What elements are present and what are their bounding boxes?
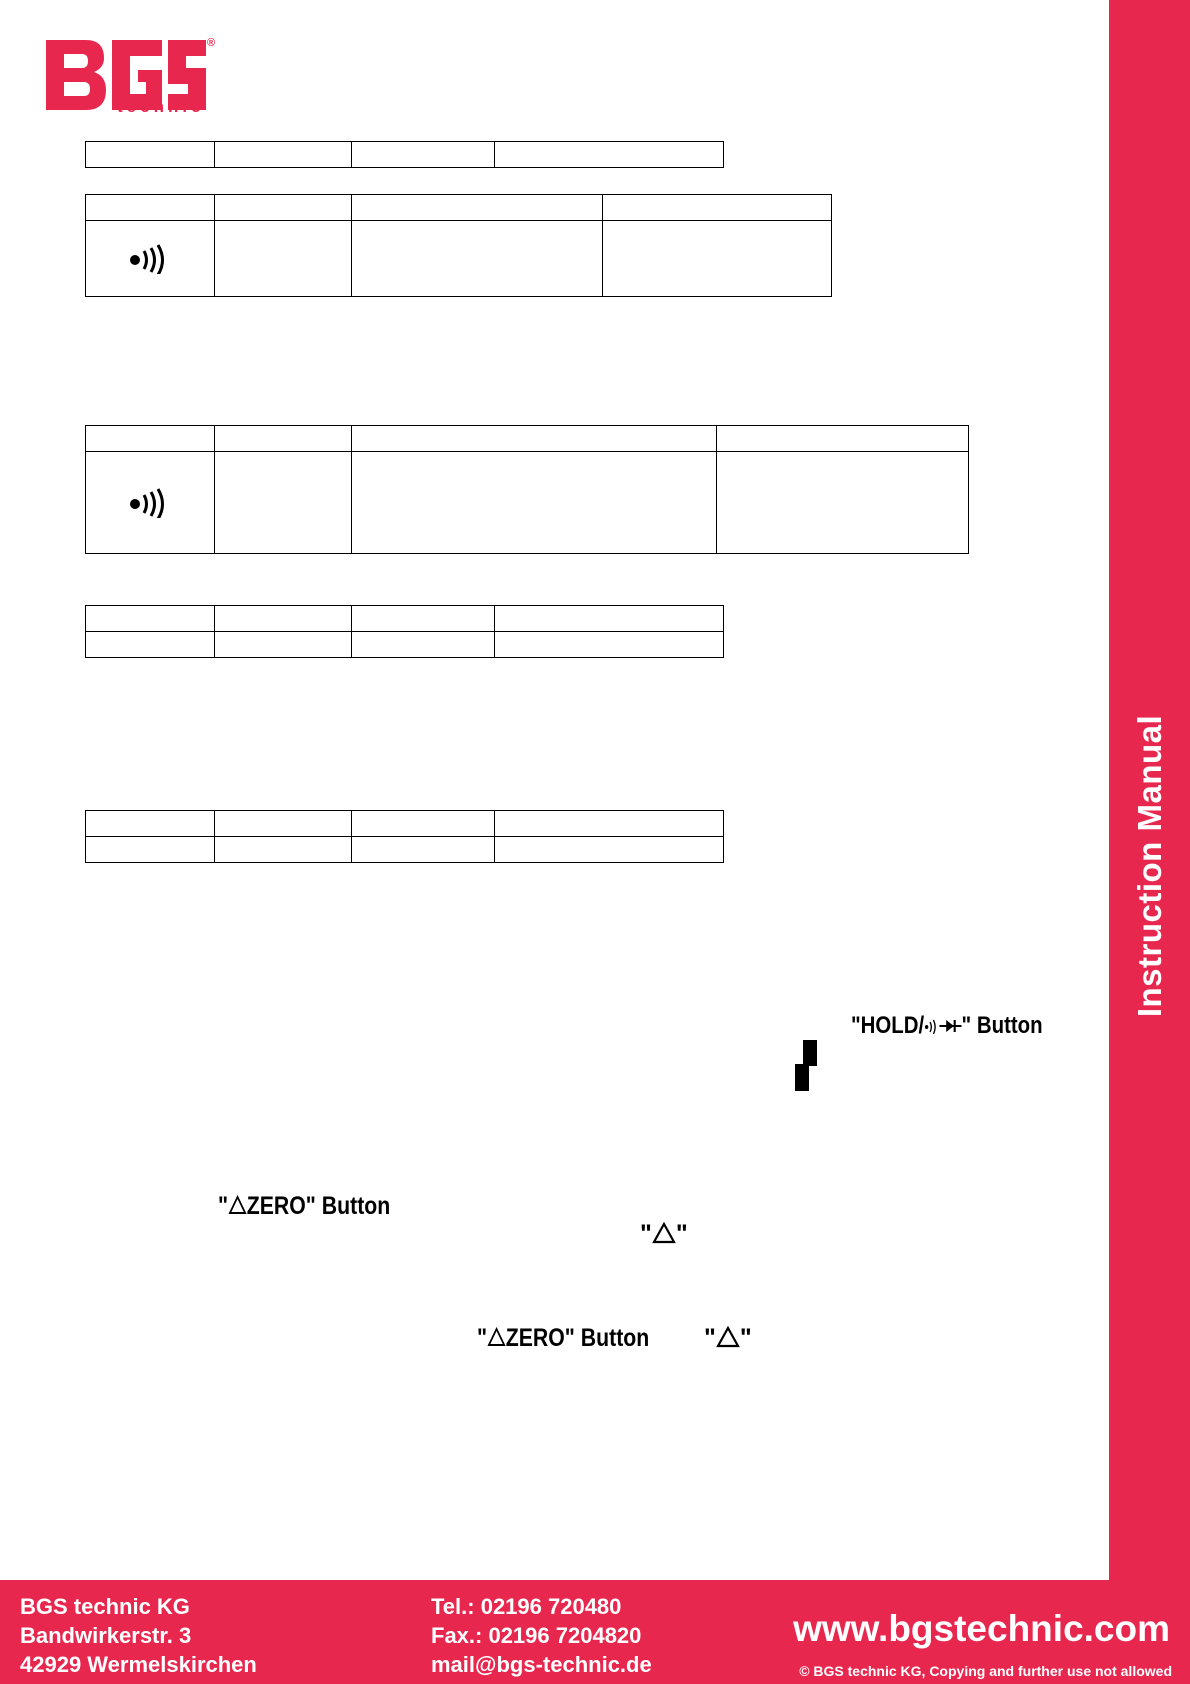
logo-subtitle: technic bbox=[117, 97, 205, 116]
footer-tel: Tel.: 02196 720480 bbox=[431, 1594, 622, 1619]
footer-copyright: © BGS technic KG, Copying and further use not allowed bbox=[799, 1663, 1172, 1679]
diode-icon bbox=[939, 1018, 961, 1034]
beeper-icon bbox=[86, 244, 214, 274]
mark-block-1 bbox=[803, 1040, 817, 1066]
hold-button-label bbox=[851, 1012, 1076, 1040]
delta-icon bbox=[228, 1195, 247, 1215]
zero-button-label-2: " ZERO" Button bbox=[477, 1324, 650, 1352]
table-row bbox=[86, 606, 724, 632]
table-row bbox=[86, 426, 969, 452]
delta-symbol-1: " " bbox=[640, 1220, 688, 1248]
table-row bbox=[86, 452, 969, 554]
delta-icon bbox=[716, 1326, 740, 1348]
continuity-table-1 bbox=[85, 194, 832, 297]
footer-street: Bandwirkerstr. 3 bbox=[20, 1623, 192, 1648]
spec-table-2 bbox=[85, 605, 724, 658]
footer-fax: Fax.: 02196 7204820 bbox=[431, 1623, 642, 1648]
spec-table-3 bbox=[85, 810, 724, 863]
beeper-icon bbox=[86, 488, 214, 518]
table-row bbox=[86, 837, 724, 863]
table-row bbox=[86, 142, 724, 168]
footer-city: 42929 Wermelskirchen bbox=[20, 1652, 257, 1677]
table-row bbox=[86, 811, 724, 837]
beeper-icon bbox=[924, 1018, 939, 1034]
zero-button-label-1: " ZERO" Button bbox=[218, 1192, 391, 1220]
footer-company: BGS technic KG bbox=[20, 1594, 190, 1619]
delta-symbol-2: " " bbox=[704, 1324, 752, 1352]
footer-mail[interactable]: mail@bgs-technic.de bbox=[431, 1652, 652, 1677]
footer bbox=[0, 1580, 1190, 1684]
delta-icon bbox=[487, 1327, 506, 1347]
table-row bbox=[86, 195, 832, 221]
hold-label-text: "HOLD/ " Button bbox=[851, 1012, 1043, 1039]
continuity-table-2 bbox=[85, 425, 969, 554]
table-row bbox=[86, 632, 724, 658]
side-title: Instruction Manual bbox=[1131, 714, 1168, 1018]
registered-mark: ® bbox=[207, 37, 216, 49]
delta-icon bbox=[652, 1222, 676, 1244]
spec-table-1 bbox=[85, 141, 724, 168]
footer-website[interactable]: www.bgstechnic.com bbox=[793, 1608, 1170, 1649]
table-row bbox=[86, 221, 832, 297]
mark-block-2 bbox=[795, 1064, 809, 1091]
